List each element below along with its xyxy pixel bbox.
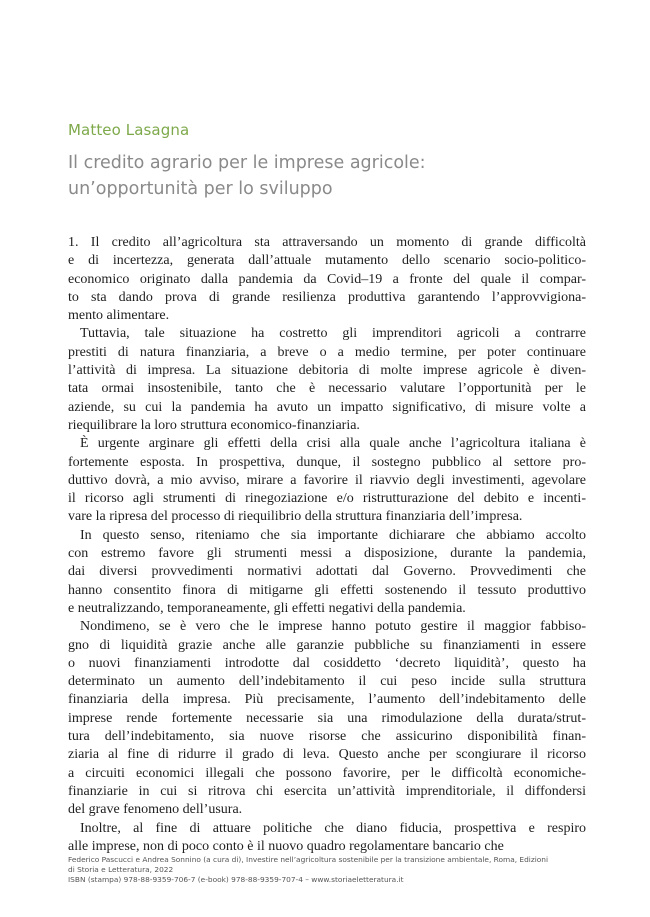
author-name: Matteo Lasagna bbox=[68, 121, 190, 139]
paragraph-line: 1. Il credito all’agricoltura sta attraversando un momento di grande difficoltà bbox=[68, 235, 586, 250]
paragraph bbox=[68, 234, 586, 325]
footer-line: di Storia e Letteratura, 2022 bbox=[68, 865, 174, 874]
paragraph-line: gno di liquidità grazie anche alle garanzie pubbliche su finanziamenti in essere bbox=[68, 637, 586, 653]
paragraph-line: Inoltre, al fine di attuare politiche che diano fiducia, prospettiva e respiro bbox=[80, 820, 586, 836]
chapter-title-line: Il credito agrario per le imprese agricole: bbox=[68, 153, 426, 173]
paragraph-line: aziende, su cui la pandemia ha avuto un impatto significativo, di misure volte a bbox=[68, 399, 586, 415]
footer-line: Federico Pascucci e Andrea Sonnino (a cura di), Investire nell’agricoltura sostenibile per la transizione ambientale, Roma, Edizioni bbox=[68, 855, 549, 864]
chapter-title-line: un’opportunità per lo sviluppo bbox=[68, 179, 333, 199]
paragraph bbox=[68, 820, 586, 857]
footer-citation bbox=[68, 855, 598, 885]
paragraph-line: determinato un aumento dell’indebitamento il cui peso incide sulla struttura bbox=[68, 674, 586, 690]
paragraph-line: vare la ripresa del processo di riequilibrio della struttura finanziaria dell’impresa. bbox=[68, 509, 523, 525]
paragraph-line: mento alimentare. bbox=[68, 308, 170, 324]
paragraph bbox=[68, 435, 586, 526]
paragraph-line: finanziaria della impresa. Più precisamente, l’aumento dell’indebitamento delle bbox=[68, 692, 586, 708]
paragraph-line: l’attività di impresa. La situazione debitoria di molte imprese agricole è diven- bbox=[68, 363, 586, 379]
paragraph-line: o nuovi finanziamenti introdotte dal cosiddetto ‘decreto liquidità’, questo ha bbox=[68, 655, 586, 671]
paragraph-line: finanziarie in cui si ritrova chi esercita un’attività imprenditoriale, il diffondersi bbox=[68, 783, 586, 799]
paragraph-line: imprese rende fortemente necessarie sia una rimodulazione della durata/strut- bbox=[68, 710, 586, 726]
paragraph-line: dai diversi provvedimenti normativi adottati dal Governo. Provvedimenti che bbox=[68, 564, 586, 580]
body-text bbox=[68, 234, 586, 856]
paragraph-line: Tuttavia, tale situazione ha costretto gli imprenditori agricoli a contrarre bbox=[80, 326, 586, 342]
paragraph-line: alle imprese, non di poco conto è il nuovo quadro regolamentare bancario che bbox=[68, 838, 504, 854]
paragraph-line: to sta dando prova di grande resilienza produttiva garantendo l’approvvigiona- bbox=[68, 289, 586, 305]
paragraph-line: con estremo favore gli strumenti messi a disposizione, durante la pandemia, bbox=[68, 546, 586, 562]
paragraph-line: ziaria al fine di ridurre il grado di leva. Questo anche per scongiurare il ricorso bbox=[68, 747, 586, 763]
paragraph-line: e neutralizzando, temporaneamente, gli effetti negativi della pandemia. bbox=[68, 600, 466, 616]
paragraph bbox=[68, 325, 586, 435]
paragraph-line: fortemente esposta. In prospettiva, dunque, il sostegno pubblico al settore pro- bbox=[68, 454, 586, 470]
paragraph-line: economico originato dalla pandemia da Covid–19 a fronte del quale il compar- bbox=[68, 271, 586, 287]
paragraph bbox=[68, 618, 586, 819]
paragraph-line: e di incertezza, generata dall’attuale mutamento dello scenario socio-politico- bbox=[68, 253, 586, 269]
paragraph-line: del grave fenomeno dell’usura. bbox=[68, 802, 243, 818]
paragraph-line: a circuiti economici illegali che possono favorire, per le difficoltà economiche- bbox=[68, 765, 586, 781]
paragraph-line: hanno consentito finora di mitigarne gli effetti sostenendo il tessuto produttivo bbox=[68, 582, 586, 598]
paragraph-line: È urgente arginare gli effetti della crisi alla quale anche l’agricoltura italiana è bbox=[80, 436, 586, 452]
paragraph-line: In questo senso, riteniamo che sia importante dichiarare che abbiamo accolto bbox=[80, 527, 586, 543]
footer-line: ISBN (stampa) 978-88-9359-706-7 (e-book) 978-88-9359-707-4 – www.storiaeletteratura.it bbox=[68, 875, 404, 884]
paragraph-line: tura dell’indebitamento, sia nuove risorse che assicurino disponibilità finan- bbox=[68, 729, 586, 745]
paragraph bbox=[68, 527, 586, 618]
chapter-title bbox=[68, 150, 588, 202]
paragraph-line: duttivo dovrà, a mio avviso, mirare a favorire il riavvio degli investimenti, agevolare bbox=[68, 472, 586, 488]
paragraph-line: prestiti di natura finanziaria, a breve o a medio termine, per poter continuare bbox=[68, 344, 586, 360]
paragraph-line: tata ormai insostenibile, tanto che è necessario valutare l’opportunità per le bbox=[68, 381, 586, 397]
paragraph-line: Nondimeno, se è vero che le imprese hanno potuto gestire il maggior fabbiso- bbox=[80, 619, 586, 635]
paragraph-line: riequilibrare la loro struttura economico-finanziaria. bbox=[68, 417, 360, 433]
paragraph-line: il ricorso agli strumenti di rinegoziazione e/o ristrutturazione del debito e incenti- bbox=[68, 491, 586, 507]
